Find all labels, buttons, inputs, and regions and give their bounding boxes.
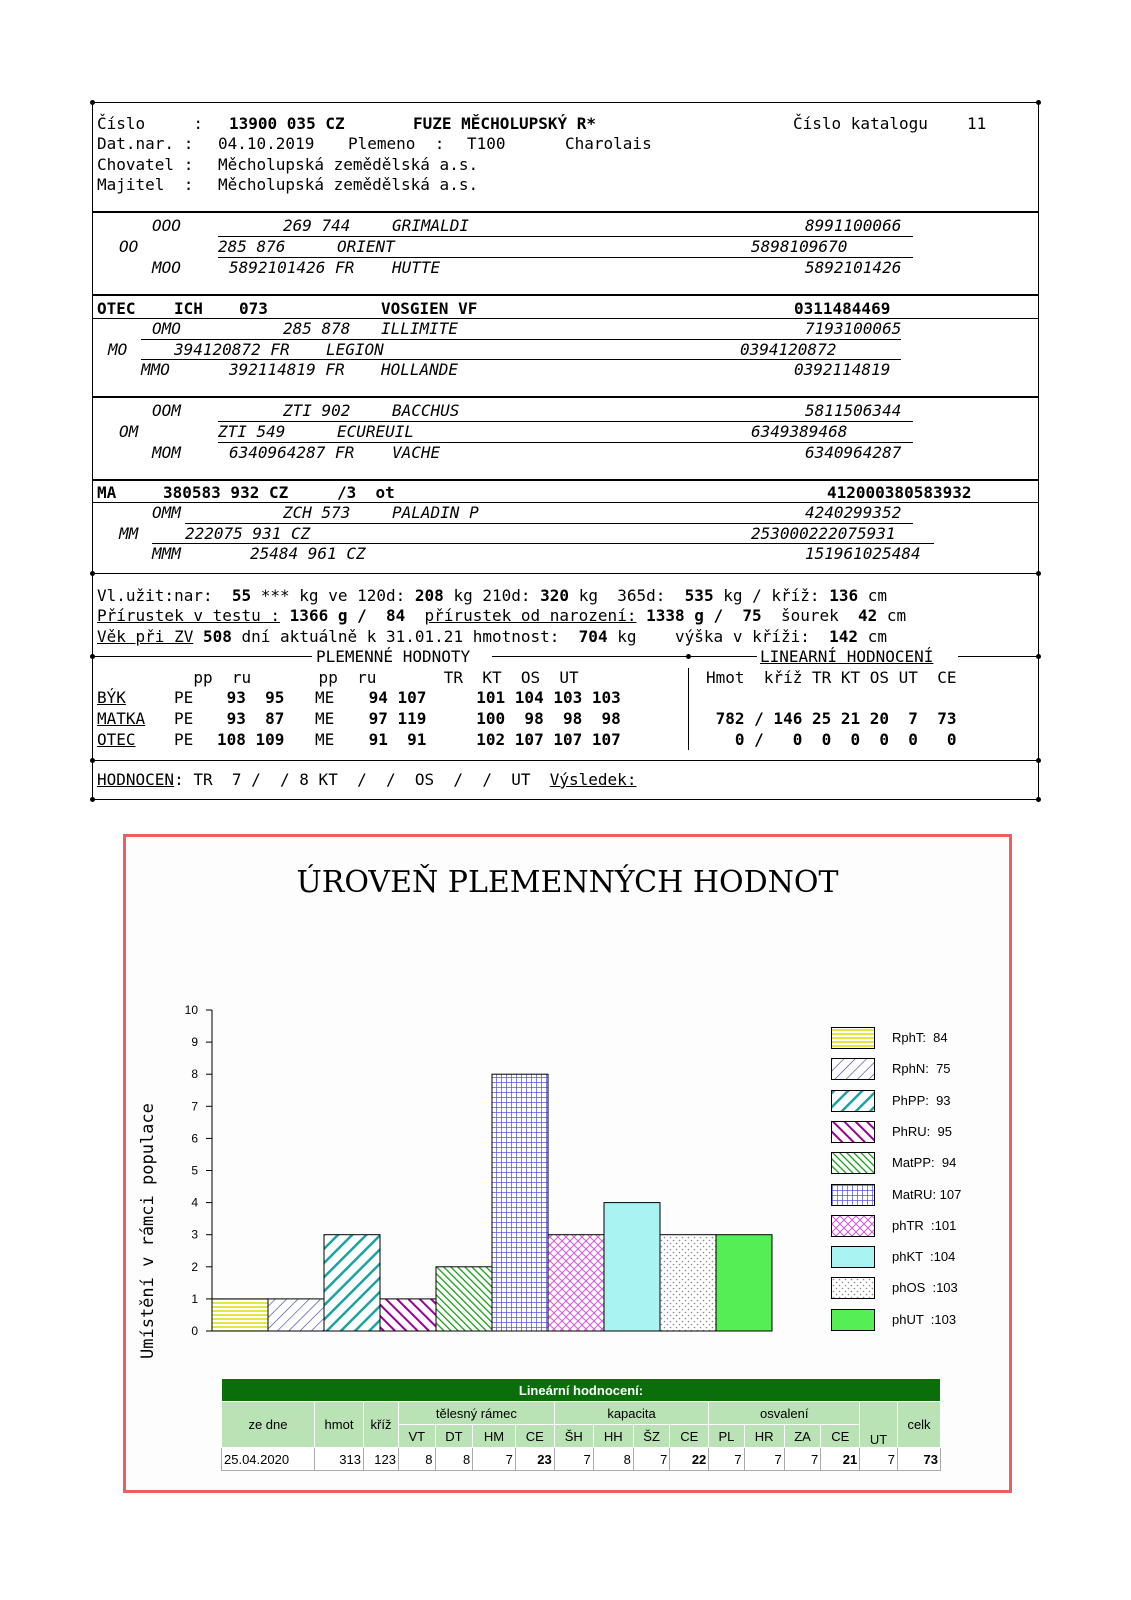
otec-label: OTEC bbox=[97, 299, 136, 318]
legend-label: phUT :103 bbox=[892, 1311, 957, 1327]
mo-id: 394120872 FR bbox=[174, 340, 290, 359]
ph-head-left: pp ru pp ru TR KT OS UT bbox=[97, 668, 579, 687]
linear-cell: 8 bbox=[435, 1448, 473, 1471]
sub-header: ZA bbox=[784, 1425, 821, 1448]
mmo-name: HOLLANDE bbox=[381, 360, 459, 379]
ooo-label: OOO bbox=[152, 216, 181, 235]
mmm-label: MMM bbox=[152, 544, 181, 563]
ooo-id: 269 744 bbox=[283, 216, 351, 235]
datnar-value: 04.10.2019 bbox=[218, 134, 315, 153]
majitel-label: Majitel : bbox=[97, 175, 194, 194]
sub-header: CE bbox=[515, 1425, 554, 1448]
mo-label: MO bbox=[108, 340, 128, 359]
legend-swatch-RphT bbox=[831, 1027, 875, 1049]
katalog-label: Číslo katalogu bbox=[793, 114, 928, 133]
ph-head-right: Hmot kříž TR KT OS UT CE bbox=[706, 668, 957, 687]
animal-name: FUZE MĚCHOLUPSKÝ R* bbox=[413, 114, 597, 133]
ph-row: BÝK PE 93 95 ME 94 107 101 104 103 103 bbox=[97, 688, 621, 707]
lin-row: 782 / 146 25 21 20 7 73 bbox=[706, 709, 957, 728]
col-ramec: tělesný rámec bbox=[399, 1402, 555, 1425]
col-zedne: ze dne bbox=[222, 1402, 315, 1448]
ph-row: OTEC PE 108 109 ME 91 91 102 107 107 107 bbox=[97, 730, 621, 749]
bar-phTR bbox=[548, 1235, 604, 1331]
chart-title: ÚROVEŇ PLEMENNÝCH HODNOT bbox=[296, 865, 839, 900]
y-tick-label: 2 bbox=[191, 1259, 198, 1274]
y-tick-label: 10 bbox=[184, 1003, 198, 1017]
mom-name: VACHE bbox=[392, 443, 441, 462]
mm-id: 222075 931 CZ bbox=[185, 524, 311, 543]
lin-row: 0 / 0 0 0 0 0 0 bbox=[706, 730, 957, 749]
bar-PhPP bbox=[324, 1235, 380, 1331]
mm-label: MM bbox=[119, 524, 139, 543]
plemeno-code: T100 bbox=[467, 134, 506, 153]
om-name: ECUREUIL bbox=[337, 422, 415, 441]
linear-cell: 8 bbox=[593, 1448, 633, 1471]
col-osvaleni: osvalení bbox=[709, 1402, 860, 1425]
omm-id: ZCH 573 bbox=[283, 503, 351, 522]
legend-label: MatPP: 94 bbox=[892, 1155, 957, 1171]
hodnoceni-row: HODNOCEN: TR 7 / / 8 KT / / OS / / UT Výsledek: bbox=[97, 770, 637, 789]
col-kapacita: kapacita bbox=[554, 1402, 709, 1425]
datnar-label: Dat.nar. : bbox=[97, 134, 194, 153]
y-tick-label: 6 bbox=[191, 1131, 198, 1146]
legend-swatch-phTR bbox=[831, 1215, 875, 1237]
ooo-name: GRIMALDI bbox=[392, 216, 470, 235]
y-tick-label: 7 bbox=[191, 1099, 198, 1114]
legend-label: PhPP: 93 bbox=[892, 1092, 951, 1108]
mom-label: MOM bbox=[152, 443, 181, 462]
linear-cell: 8 bbox=[399, 1448, 436, 1471]
ph-title: PLEMENNÉ HODNOTY bbox=[316, 647, 471, 666]
bar-MatPP bbox=[436, 1267, 492, 1331]
oo-label: OO bbox=[119, 237, 139, 256]
linear-cell: 73 bbox=[898, 1448, 941, 1471]
sub-header: HM bbox=[473, 1425, 516, 1448]
mm-num: 253000222075931 bbox=[751, 524, 896, 543]
bar-PhRU bbox=[380, 1299, 436, 1331]
col-ut: UT bbox=[860, 1402, 898, 1448]
mo-name: LEGION bbox=[326, 340, 384, 359]
legend-label: RphT: 84 bbox=[892, 1030, 948, 1045]
col-hmot: hmot bbox=[315, 1402, 364, 1448]
mmm-num: 151961025484 bbox=[805, 544, 921, 563]
sub-header: CE bbox=[821, 1425, 860, 1448]
legend-swatch-PhPP bbox=[831, 1090, 875, 1112]
moo-num: 5892101426 bbox=[805, 258, 902, 277]
omo-name: ILLIMITE bbox=[381, 319, 459, 338]
sub-header: HH bbox=[593, 1425, 633, 1448]
legend-label: MatRU: 107 bbox=[892, 1186, 962, 1202]
linear-cell: 313 bbox=[315, 1448, 364, 1471]
legend-swatch-phOS bbox=[831, 1277, 875, 1299]
linear-cell: 21 bbox=[821, 1448, 860, 1471]
linear-cell: 7 bbox=[473, 1448, 516, 1471]
plemeno-name: Charolais bbox=[565, 134, 652, 153]
omm-label: OMM bbox=[152, 503, 181, 522]
y-tick-label: 5 bbox=[191, 1163, 198, 1178]
legend-swatch-phUT bbox=[831, 1309, 875, 1331]
sub-header: PL bbox=[709, 1425, 744, 1448]
legend-swatch-PhRU bbox=[831, 1121, 875, 1143]
otec-num: 0311484469 bbox=[794, 299, 891, 318]
legend-swatch-RphN bbox=[831, 1058, 875, 1080]
moo-label: MOO bbox=[152, 258, 181, 277]
ma-num: 412000380583932 bbox=[827, 483, 972, 502]
legend-label: PhRU: 95 bbox=[892, 1123, 952, 1139]
oo-id: 285 876 bbox=[218, 237, 286, 256]
y-tick-label: 4 bbox=[191, 1195, 198, 1210]
otec-id: 073 bbox=[239, 299, 268, 318]
katalog-value: 11 bbox=[967, 114, 987, 133]
linear-cell: 7 bbox=[744, 1448, 784, 1471]
sub-header: VT bbox=[399, 1425, 436, 1448]
mom-num: 6340964287 bbox=[805, 443, 902, 462]
oo-num: 5898109670 bbox=[751, 237, 848, 256]
om-num: 6349389468 bbox=[751, 422, 848, 441]
y-tick-label: 9 bbox=[191, 1035, 198, 1050]
chovatel-value: Měcholupská zemědělská a.s. bbox=[218, 155, 479, 174]
om-id: ZTI 549 bbox=[218, 422, 286, 441]
sub-header: ŠH bbox=[554, 1425, 593, 1448]
y-tick-label: 8 bbox=[191, 1067, 198, 1082]
linear-title: Lineární hodnocení: bbox=[222, 1379, 941, 1402]
mo-num: 0394120872 bbox=[740, 340, 837, 359]
oom-id: ZTI 902 bbox=[283, 401, 351, 420]
perf-row-2: Přírustek v testu : 1366 g / 84 přírustek od narození: 1338 g / 75 šourek 42 cm bbox=[97, 606, 907, 625]
sub-header: ŠZ bbox=[633, 1425, 670, 1448]
bar-phOS bbox=[660, 1235, 716, 1331]
moo-name: HUTTE bbox=[392, 258, 441, 277]
mmo-id: 392114819 FR bbox=[229, 360, 345, 379]
bar-MatRU bbox=[492, 1074, 548, 1331]
linear-cell: 7 bbox=[860, 1448, 898, 1471]
legend-swatch-MatPP bbox=[831, 1152, 875, 1174]
legend-swatch-MatRU bbox=[831, 1184, 875, 1206]
bar-RphT bbox=[212, 1299, 268, 1331]
lin-title: LINEARNÍ HODNOCENÍ bbox=[760, 647, 934, 666]
ma-extra: /3 ot bbox=[337, 483, 395, 502]
legend-label: phOS :103 bbox=[892, 1280, 958, 1296]
oom-name: BACCHUS bbox=[392, 401, 460, 420]
sub-header: CE bbox=[670, 1425, 709, 1448]
linear-cell: 25.04.2020 bbox=[222, 1448, 315, 1471]
y-tick-label: 0 bbox=[191, 1324, 198, 1338]
linear-cell: 22 bbox=[670, 1448, 709, 1471]
ma-id: 380583 932 CZ bbox=[163, 483, 289, 502]
cislo-value: 13900 035 CZ bbox=[229, 114, 345, 133]
legend-label: phTR :101 bbox=[892, 1217, 957, 1233]
linear-cell: 7 bbox=[633, 1448, 670, 1471]
ooo-num: 8991100066 bbox=[805, 216, 902, 235]
sub-header: DT bbox=[435, 1425, 473, 1448]
perf-row-1: Vl.užit:nar: 55 *** kg ve 120d: 208 kg 210d: 320 kg 365d: 535 kg / kříž: 136 cm bbox=[97, 586, 887, 605]
ma-label: MA bbox=[97, 483, 117, 502]
mmo-num: 0392114819 bbox=[794, 360, 891, 379]
oo-name: ORIENT bbox=[337, 237, 395, 256]
moo-id: 5892101426 FR bbox=[229, 258, 355, 277]
linear-cell: 23 bbox=[515, 1448, 554, 1471]
omm-num: 4240299352 bbox=[805, 503, 902, 522]
oom-label: OOM bbox=[152, 401, 181, 420]
ph-row: MATKA PE 93 87 ME 97 119 100 98 98 98 bbox=[97, 709, 621, 728]
y-tick-label: 3 bbox=[191, 1227, 198, 1242]
chovatel-label: Chovatel : bbox=[97, 155, 194, 174]
legend-label: phKT :104 bbox=[892, 1249, 956, 1265]
mmm-id: 25484 961 CZ bbox=[250, 544, 366, 563]
linear-table bbox=[221, 1378, 941, 1471]
omm-name: PALADIN P bbox=[392, 503, 479, 522]
linear-cell: 7 bbox=[709, 1448, 744, 1471]
otec-breed: ICH bbox=[174, 299, 203, 318]
omo-num: 7193100065 bbox=[805, 319, 902, 338]
oom-num: 5811506344 bbox=[805, 401, 902, 420]
mmo-label: MMO bbox=[141, 360, 170, 379]
cislo-label: Číslo : bbox=[97, 114, 203, 133]
linear-cell: 123 bbox=[364, 1448, 399, 1471]
col-kriz: kříž bbox=[364, 1402, 399, 1448]
legend-swatch-phKT bbox=[831, 1246, 875, 1268]
omo-label: OMO bbox=[152, 319, 181, 338]
linear-cell: 7 bbox=[784, 1448, 821, 1471]
bar-phKT bbox=[604, 1203, 660, 1331]
sub-header: HR bbox=[744, 1425, 784, 1448]
omo-id: 285 878 bbox=[283, 319, 351, 338]
perf-row-3: Věk při ZV 508 dní aktuálně k 31.01.21 hmotnost: 704 kg výška v kříži: 142 cm bbox=[97, 627, 887, 646]
bar-phUT bbox=[716, 1235, 772, 1331]
bar-RphN bbox=[268, 1299, 324, 1331]
plemeno-label: Plemeno : bbox=[348, 134, 445, 153]
col-celk: celk bbox=[898, 1402, 941, 1448]
mom-id: 6340964287 FR bbox=[229, 443, 355, 462]
om-label: OM bbox=[119, 422, 139, 441]
y-tick-label: 1 bbox=[191, 1291, 198, 1306]
linear-cell: 7 bbox=[554, 1448, 593, 1471]
chart-panel: ÚROVEŇ PLEMENNÝCH HODNOT 0 1 2 3 4 5 6 7 8 9 10 Umístění v rámci populace RphT: 84 RphN: 75 PhPP: 93 PhRU: 95 MatPP: 94 MatRU: 107 phTR :101 phKT :104 phOS :103 phUT :103 Lineární hodnocení: ze dne hmot kříž tělesný rámec kapacita osvalení UT celk VT DT HM CE ŠH HH ŠZ CE PL HR ZA CE 25.04.2020 313 123 8 8 7 23 7 8 7 22 7 7 7 21 7 73 bbox=[123, 834, 1012, 1493]
majitel-value: Měcholupská zemědělská a.s. bbox=[218, 175, 479, 194]
legend-label: RphN: 75 bbox=[892, 1061, 951, 1077]
otec-name: VOSGIEN VF bbox=[381, 299, 478, 318]
